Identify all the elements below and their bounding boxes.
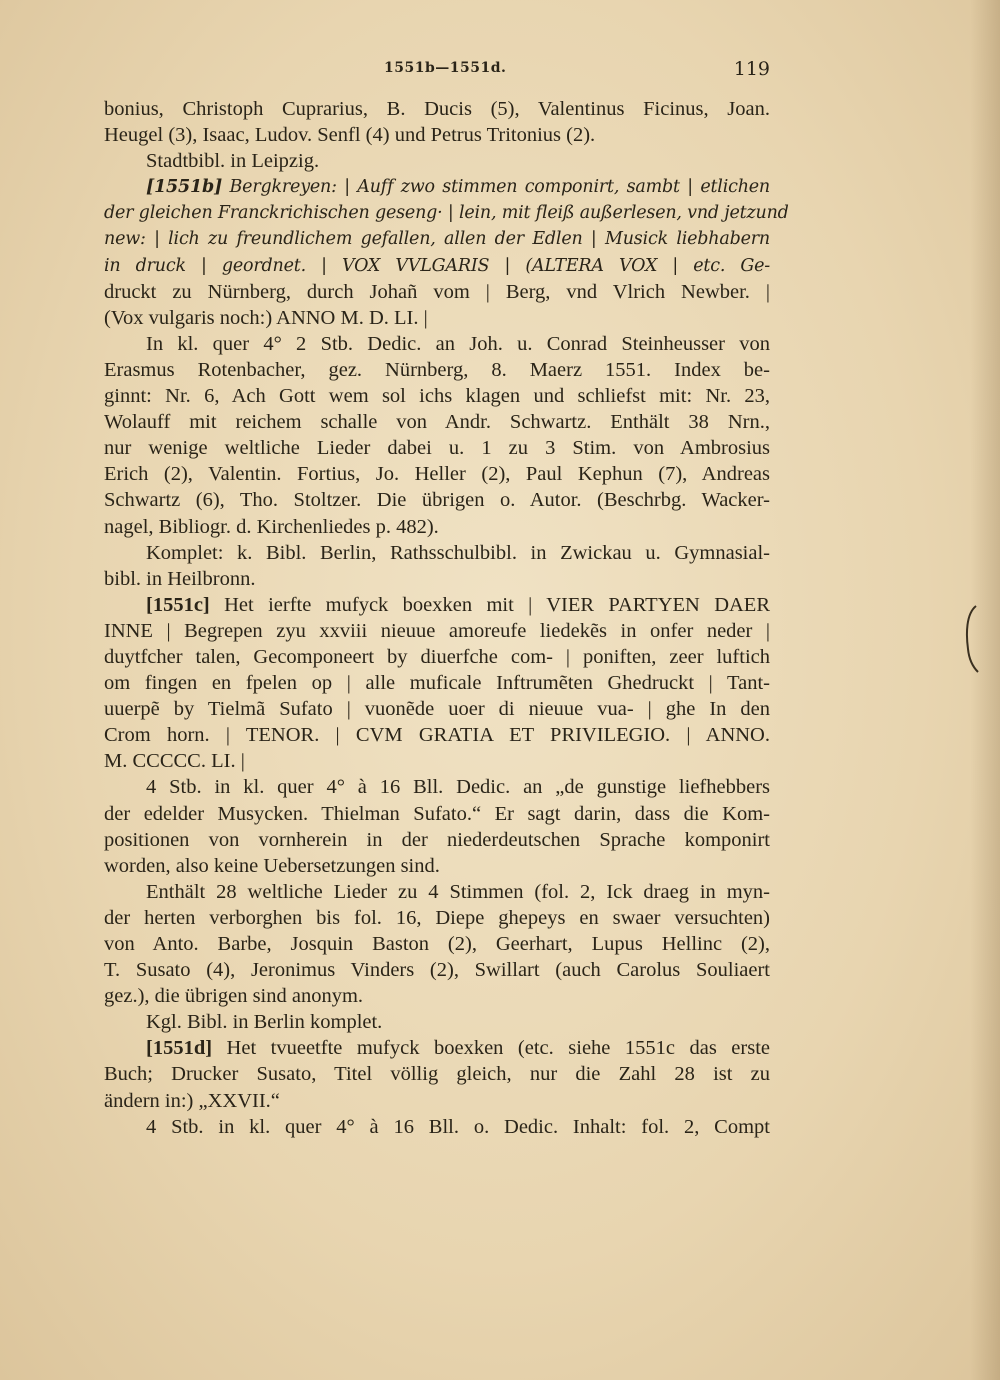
text-line: in druck | geordnet. | VOX VVLGARIS | (ALTERA VOX | etc. Ge- (104, 255, 770, 276)
entry-reference: [1551c] (146, 593, 210, 616)
text-line: der herten verborghen bis fol. 16, Diepe ghepeys en swaer versuchten) (104, 906, 770, 929)
margin-bracket-mark (962, 604, 982, 674)
text-line: von Anto. Barbe, Josquin Baston (2), Geerhart, Lupus Hellinc (2), (104, 933, 770, 955)
entry-reference: [1551d] (146, 1037, 213, 1060)
page-header (104, 58, 770, 82)
text-line: 4 Stb. in kl. quer 4° à 16 Bll. Dedic. an „de gunstige liefhebbers (146, 776, 770, 799)
entry-1551c-title: [1551c] Het ierfte mufyck boexken mit | VIER PARTYEN DAER (146, 593, 770, 616)
text-line: ändern in:) „XXVII.“ (104, 1089, 280, 1112)
text-line: nur wenige weltliche Lieder dabei u. 1 zu 3 Stim. von Ambrosius (104, 437, 770, 460)
entry-1551d-title: [1551d] Het tvueetfte mufyck boexken (etc. siehe 1551c das erste (146, 1037, 770, 1060)
text-line: Schwartz (6), Tho. Stoltzer. Die übrigen o. Autor. (Beschrbg. Wacker- (104, 489, 770, 512)
text-line: nagel, Bibliogr. d. Kirchenliedes p. 482). (104, 515, 439, 538)
text-line: gez.), die übrigen sind anonym. (104, 985, 364, 1008)
text-line: duytfcher talen, Gecomponeert by diuerfche com- | poniften, zeer luftich (104, 645, 770, 668)
text-line: Stadtbibl. in Leipzig. (146, 150, 320, 173)
text-line: positionen von vornherein in der niederdeutschen Sprache komponirt (104, 828, 770, 851)
text-line: (Vox vulgaris noch:) ANNO M. D. LI. | (104, 306, 428, 329)
text-line: worden, also keine Uebersetzungen sind. (104, 854, 440, 877)
text-line: Erich (2), Valentin. Fortius, Jo. Heller (2), Paul Kephun (7), Andreas (104, 463, 770, 486)
text-line: Komplet: k. Bibl. Berlin, Rathsschulbibl. in Zwickau u. Gymnasial- (146, 541, 770, 564)
text-line: M. CCCCC. LI. | (104, 750, 245, 773)
page-number: 119 (733, 58, 770, 80)
page-edge-shadow (970, 0, 1000, 1380)
text-line: ginnt: Nr. 6, Ach Gott wem sol ichs klagen und schliefst mit: Nr. 23, (104, 385, 770, 408)
text-line: bonius, Christoph Cuprarius, B. Ducis (5), Valentinus Ficinus, Joan. (104, 98, 770, 120)
text-line: INNE | Begrepen zyu xxviii nieuue amoreufe liedekẽs in onfer neder | (104, 619, 770, 642)
text-line: Heugel (3), Isaac, Ludov. Senfl (4) und Petrus Tritonius (2). (104, 124, 596, 147)
text-line: der gleichen Franckrichischen geseng· | lein, mit fleiß außerlesen, vnd jetzund (104, 203, 789, 224)
text-line: om fingen en fpelen op | alle muficale Inftrumẽten Ghedruckt | Tant- (104, 672, 770, 695)
entry-1551b-title: [1551b] Bergkreyen: | Auff zwo stimmen componirt, sambt | etlichen (146, 177, 770, 198)
text-line: Buch; Drucker Susato, Titel völlig gleich, nur die Zahl 28 ist zu (104, 1063, 770, 1086)
text-line: In kl. quer 4° 2 Stb. Dedic. an Joh. u. Conrad Steinheusser von (146, 332, 770, 355)
text-line: Wolauff mit reichem schalle von Andr. Schwartz. Enthält 38 Nrn., (104, 411, 770, 434)
text-line: 4 Stb. in kl. quer 4° à 16 Bll. o. Dedic. Inhalt: fol. 2, Compt (146, 1115, 770, 1138)
body-text (104, 96, 789, 1140)
text-line: uuerpẽ by Tielmã Sufato | vuonẽde uoer di nieuue vua- | ghe In den (104, 698, 770, 721)
text-line: bibl. in Heilbronn. (104, 567, 256, 590)
entry-reference: [1551b] (146, 177, 223, 198)
text-line: T. Susato (4), Jeronimus Vinders (2), Swillart (auch Carolus Souliaert (104, 959, 770, 982)
text-line: druckt zu Nürnberg, durch Johañ vom | Berg, vnd Vlrich Newber. | (104, 280, 770, 303)
text-line: Erasmus Rotenbacher, gez. Nürnberg, 8. Maerz 1551. Index be- (104, 358, 770, 381)
text-line: der edelder Musycken. Thielman Sufato.“ Er sagt darin, dass die Kom- (104, 802, 770, 825)
text-line: new: | lich zu freundlichem gefallen, allen der Edlen | Musick liebhabern (104, 229, 770, 250)
text-line: Kgl. Bibl. in Berlin komplet. (146, 1011, 383, 1034)
text-line: Crom horn. | TENOR. | CVM GRATIA ET PRIVILEGIO. | ANNO. (104, 724, 770, 747)
running-head: 1551b—1551d. (384, 60, 507, 76)
text-line: Enthält 28 weltliche Lieder zu 4 Stimmen (fol. 2, Ick draeg in myn- (146, 880, 770, 903)
